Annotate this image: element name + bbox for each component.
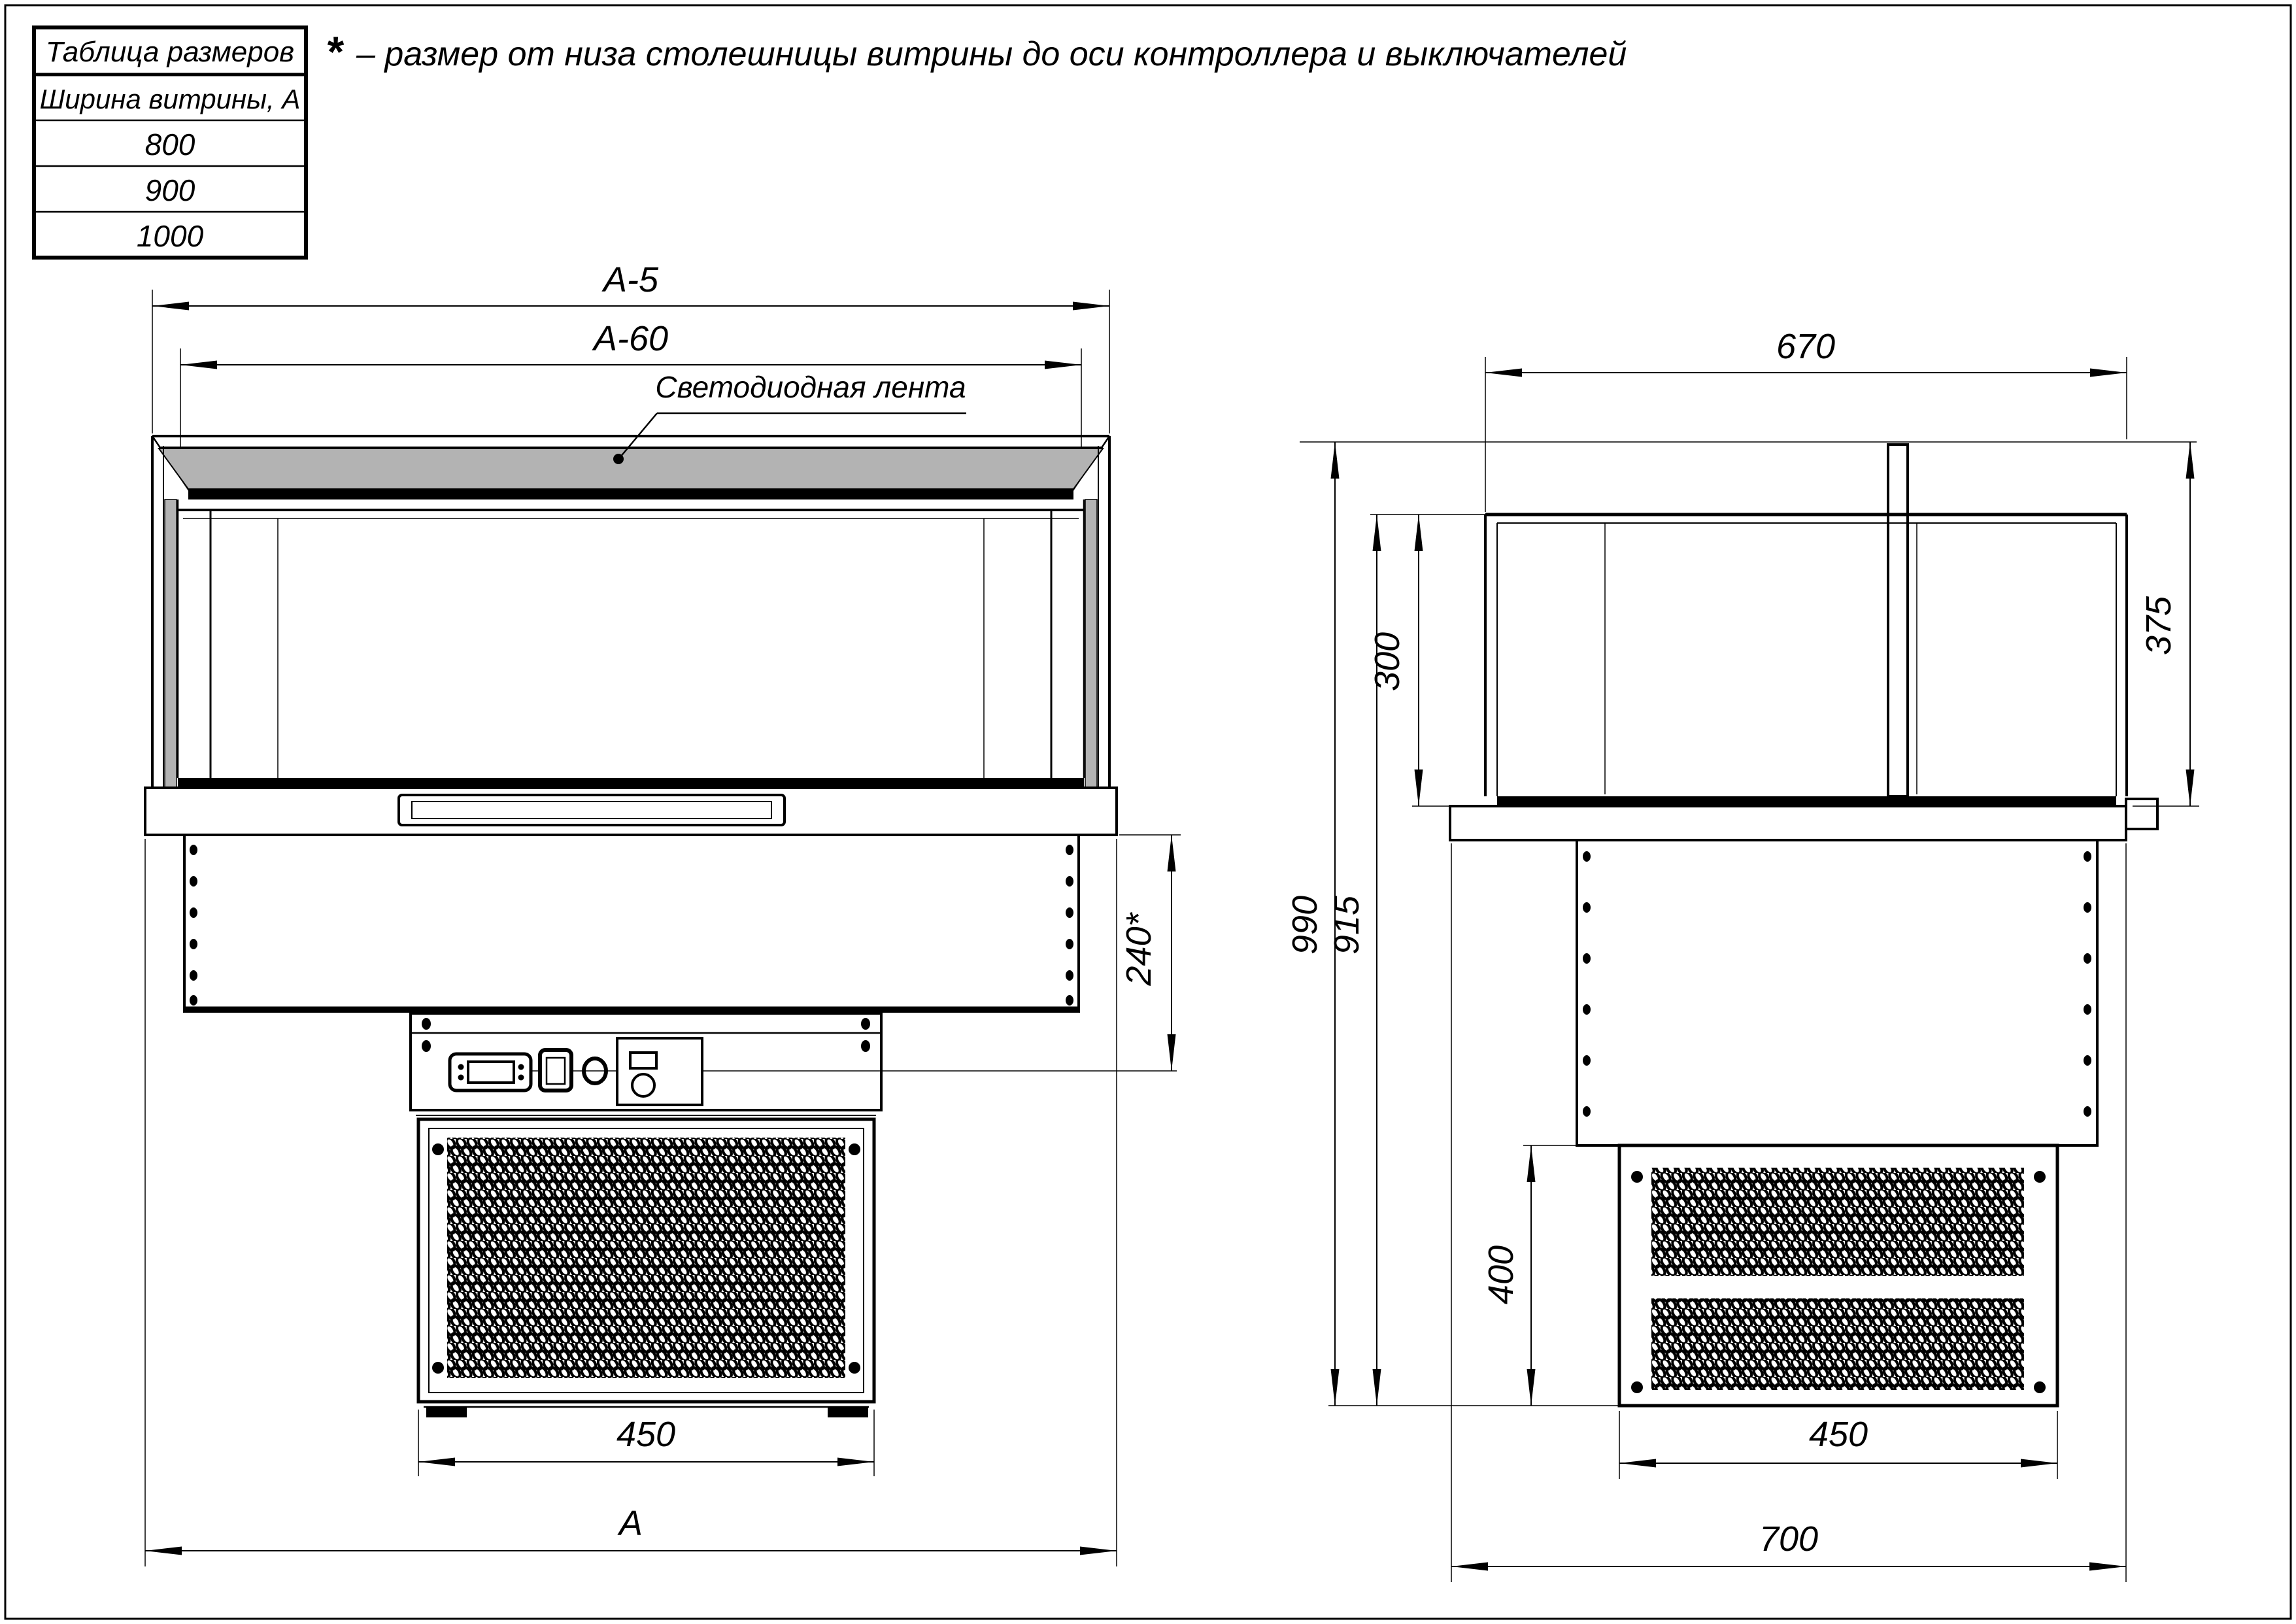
size-table-row-900: 900 xyxy=(144,173,195,207)
front-body-panel xyxy=(184,835,1079,1011)
footnote-asterisk: * xyxy=(326,27,343,76)
dim-450-front: 450 xyxy=(616,1415,676,1454)
side-glass-area xyxy=(1485,445,2127,806)
handle-recess xyxy=(399,795,785,825)
dim-a-total: А xyxy=(618,1504,643,1543)
dim-700: 700 xyxy=(1759,1519,1819,1559)
side-view xyxy=(1285,327,2199,1582)
front-countertop xyxy=(145,788,1117,835)
size-table-row-1000: 1000 xyxy=(136,219,204,253)
front-right-glass-edge xyxy=(1085,499,1097,788)
side-shelf-edge xyxy=(1497,796,2116,806)
dim-915: 915 xyxy=(1327,895,1366,955)
dim-670: 670 xyxy=(1776,327,1836,366)
size-table-row-800: 800 xyxy=(144,127,195,161)
dim-990: 990 xyxy=(1285,895,1325,955)
front-view xyxy=(145,260,1181,1566)
dim-a60: А-60 xyxy=(593,319,669,358)
footnote-text: – размер от низа столешницы витрины до оси контроллера и выключателей xyxy=(356,35,1627,73)
side-ventilation-grille xyxy=(1619,1145,2057,1406)
front-shelf-edge xyxy=(178,778,1084,788)
front-ventilation-grille xyxy=(418,1119,874,1417)
leader-dot xyxy=(613,454,624,464)
led-strip xyxy=(159,448,1103,489)
dim-375: 375 xyxy=(2139,596,2178,656)
front-control-section xyxy=(411,1013,1177,1115)
size-table-header: Ширина витрины, А xyxy=(39,84,301,114)
front-left-glass-edge xyxy=(165,499,177,788)
dim-300: 300 xyxy=(1368,632,1407,692)
dim-400: 400 xyxy=(1481,1245,1521,1305)
led-strip-label: Светодиодная лента xyxy=(655,370,966,404)
glass-divider-post xyxy=(1888,445,1908,796)
switch-panel xyxy=(617,1038,702,1105)
size-table-title: Таблица размеров xyxy=(45,36,295,68)
size-table xyxy=(34,27,306,258)
dim-a5: А-5 xyxy=(603,260,659,299)
side-body-panel xyxy=(1577,840,2097,1145)
side-bumper xyxy=(2126,799,2157,829)
dim-450-side: 450 xyxy=(1808,1415,1868,1454)
footnote xyxy=(326,27,1627,76)
dim-240: 240* xyxy=(1119,913,1158,986)
